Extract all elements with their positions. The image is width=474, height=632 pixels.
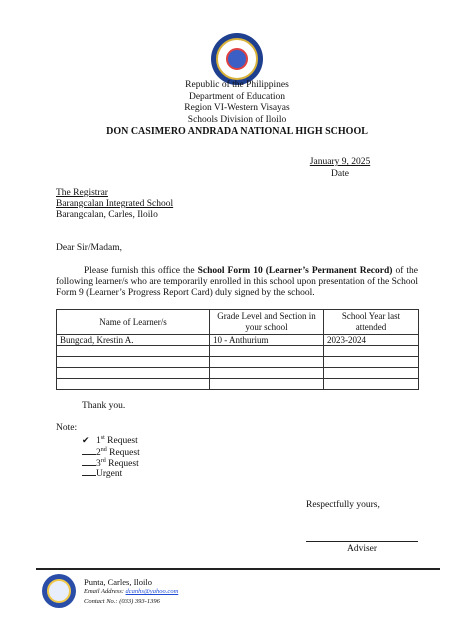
cell-learner-name: Bungcad, Krestin A. (57, 335, 210, 346)
footer-email-line (84, 587, 178, 597)
body-text-bold: School Form 10 (Learner’s Permanent Record) (197, 266, 393, 276)
cell-learner-name (57, 357, 210, 368)
footer-contact (84, 577, 178, 606)
body-text-pre: Please furnish this office the (84, 266, 198, 276)
closing: Respectfully yours, (306, 500, 380, 510)
thank-you: Thank you. (82, 401, 126, 411)
cell-grade-section (210, 357, 324, 368)
cell-school-year (324, 346, 419, 357)
salutation: Dear Sir/Madam, (56, 243, 122, 253)
check-icon: ✔ (82, 435, 90, 446)
letterhead (0, 80, 474, 138)
request-text: Request (105, 459, 139, 470)
request-suffix: rd (100, 458, 106, 464)
recipient-location: Barangcalan, Carles, Iloilo (56, 210, 158, 220)
request-suffix: nd (100, 447, 107, 453)
footer-contact-number (84, 597, 178, 607)
table-row (57, 368, 419, 379)
signatory-title: Adviser (346, 544, 378, 554)
request-number: 2 (96, 448, 101, 459)
column-header-name: Name of Learner/s (57, 310, 210, 335)
footer-email-link[interactable]: dcanhs@yahoo.com (125, 588, 179, 595)
cell-grade-section (210, 346, 324, 357)
request-number: 1 (96, 436, 101, 447)
cell-learner-name (57, 346, 210, 357)
cell-grade-section (210, 368, 324, 379)
cell-grade-section (210, 379, 324, 390)
request-suffix: st (100, 435, 105, 441)
footer-email-label: Email Address: (84, 588, 126, 595)
letterhead-region: Region VI-Western Visayas (184, 103, 290, 113)
blank-line (82, 457, 96, 466)
cell-school-year (324, 368, 419, 379)
date-block (305, 156, 375, 180)
note-label: Note: (56, 423, 78, 433)
recipient-title: The Registrar (56, 188, 108, 198)
body-paragraph (56, 266, 418, 299)
blank-line (82, 446, 96, 455)
column-header-school-year: School Year last attended (324, 310, 419, 335)
request-text: Urgent (96, 469, 123, 479)
footer-contact-text: Contact No.: (033) 393-1396 (84, 597, 160, 605)
signature-line (306, 541, 418, 542)
school-logo (42, 574, 76, 608)
table-row (57, 379, 419, 390)
letterhead-school-name: DON CASIMERO ANDRADA NATIONAL HIGH SCHOOL (106, 126, 368, 137)
learner-table (56, 309, 419, 390)
letterhead-republic: Republic of the Philippines (185, 80, 289, 90)
cell-school-year: 2023-2024 (324, 335, 419, 346)
date-value: January 9, 2025 (309, 157, 371, 167)
table-row (57, 346, 419, 357)
table-header-row (57, 310, 419, 335)
letterhead-division: Schools Division of Iloilo (187, 114, 287, 125)
recipient-address (56, 188, 173, 221)
footer-city: Punta, Carles, Iloilo (84, 577, 152, 587)
school-logo-core (47, 579, 71, 603)
request-text: Request (104, 436, 138, 447)
cell-school-year (324, 379, 419, 390)
table-row (57, 357, 419, 368)
cell-grade-section: 10 - Anthurium (210, 335, 324, 346)
footer-divider (36, 568, 440, 570)
deped-seal-ring (216, 38, 258, 80)
request-text: Request (106, 448, 140, 459)
recipient-school: Barangcalan Integrated School (56, 199, 174, 209)
request-number: 3 (96, 459, 101, 470)
date-label: Date (331, 169, 349, 179)
deped-seal-core (226, 48, 248, 70)
body-text-post: of the following learner/s who are temporarily enrolled in this school upon presentation of the School Form 9 (Learner’s Progress Report Card) duly signed by the school. (56, 266, 418, 298)
request-option-urgent (82, 467, 122, 480)
column-header-grade-section: Grade Level and Section in your school (210, 310, 324, 335)
cell-school-year (324, 357, 419, 368)
deped-seal (211, 33, 263, 85)
cell-learner-name (57, 379, 210, 390)
letterhead-department: Department of Education (188, 91, 286, 102)
cell-learner-name (57, 368, 210, 379)
table-row (57, 335, 419, 346)
blank-line (82, 467, 96, 476)
